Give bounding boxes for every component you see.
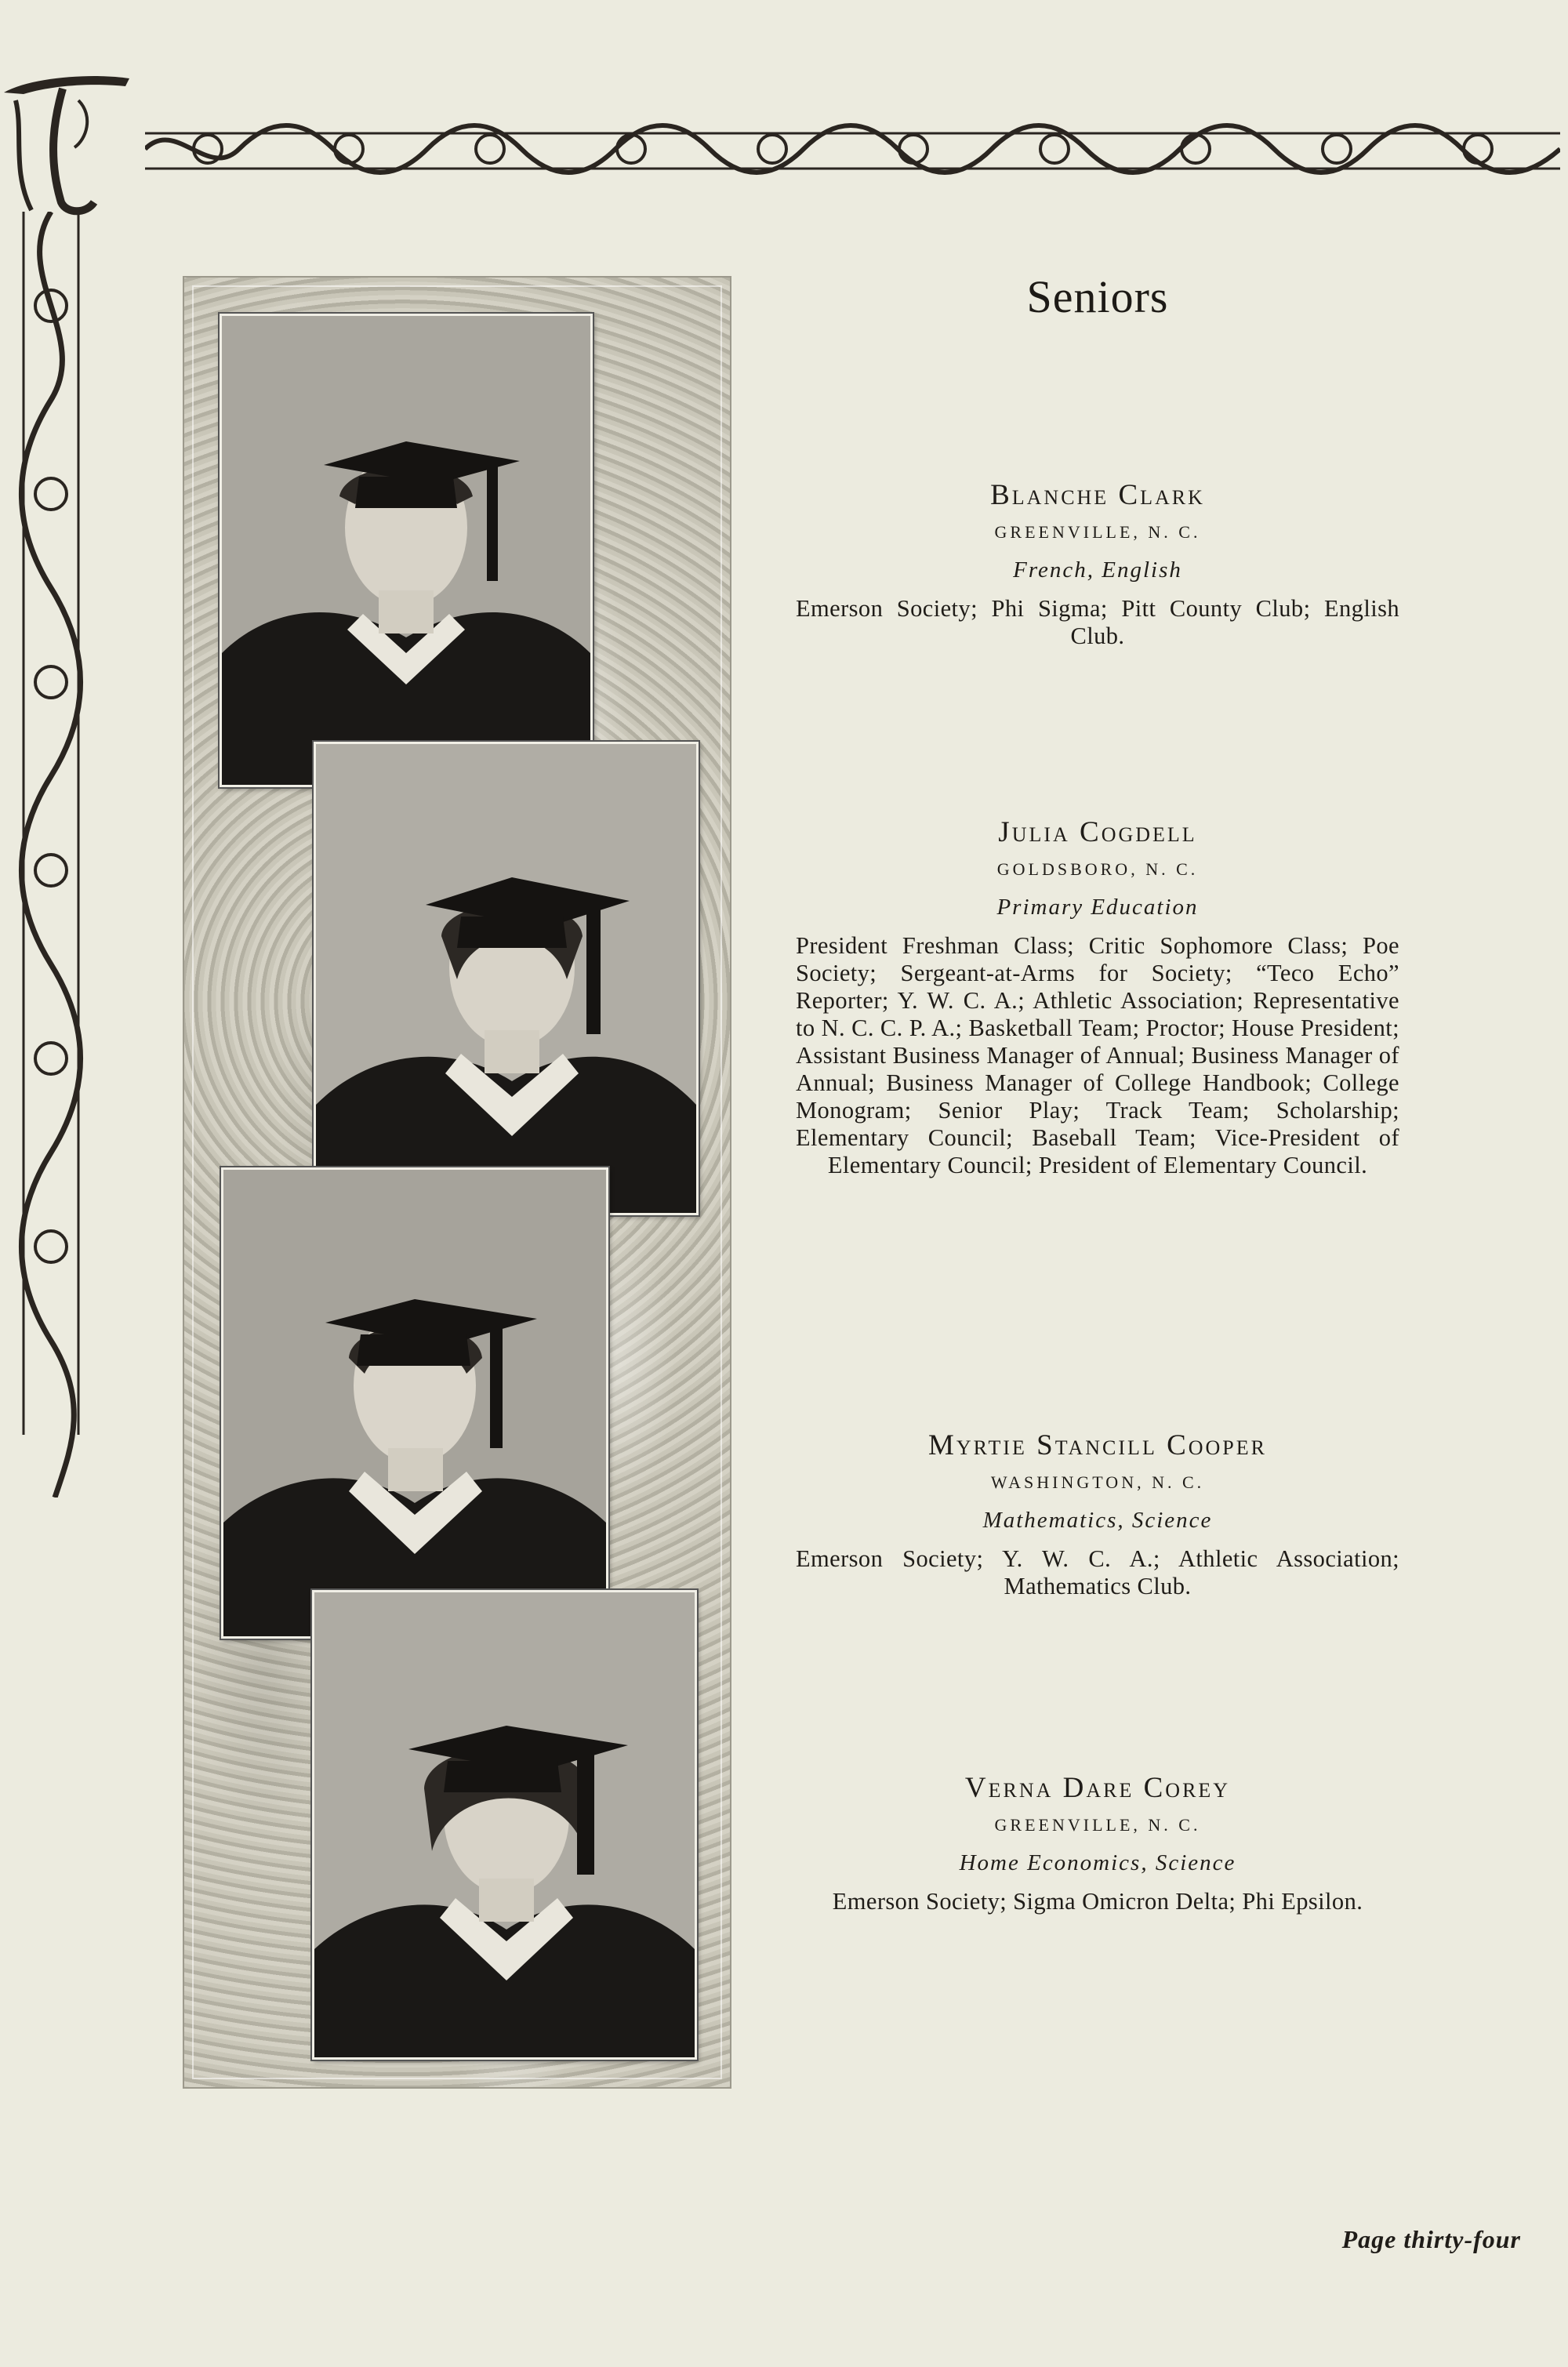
portrait-blanche-clark — [220, 314, 593, 787]
senior-activities: Emerson Society; Sigma Omicron Delta; Phi Epsilon. — [832, 1888, 1363, 1915]
ornamental-initial-icon — [0, 69, 137, 218]
page-title: Seniors — [1026, 271, 1169, 322]
senior-name: Myrtie Stancill Cooper — [928, 1429, 1267, 1461]
portrait-julia-cogdell — [314, 742, 699, 1215]
senior-hometown: GOLDSBORO, N. C. — [996, 859, 1199, 879]
senior-entry — [796, 1427, 1399, 1600]
senior-major: Home Economics, Science — [959, 1850, 1236, 1875]
portrait-verna-dare-corey — [312, 1590, 697, 2060]
senior-hometown: WASHINGTON, N. C. — [990, 1472, 1205, 1492]
senior-name: Blanche Clark — [990, 479, 1205, 511]
left-vine-border-icon — [8, 212, 94, 1498]
page-number: Page thirty-four — [1341, 2225, 1521, 2253]
senior-major: French, English — [1013, 557, 1182, 583]
senior-entry — [796, 477, 1399, 650]
portrait-myrtie-stancill-cooper — [221, 1167, 608, 1639]
senior-hometown: GREENVILLE, N. C. — [994, 1815, 1201, 1835]
senior-name: Julia Cogdell — [998, 816, 1197, 848]
senior-activities: Emerson Society; Phi Sigma; Pitt County Club; English Club. — [796, 595, 1399, 649]
senior-name: Verna Dare Corey — [964, 1772, 1231, 1804]
senior-entry — [796, 814, 1399, 1179]
senior-entry — [796, 1770, 1399, 1915]
senior-activities: Emerson Society; Y. W. C. A.; Athletic Association; Mathematics Club. — [796, 1545, 1399, 1599]
senior-major: Mathematics, Science — [982, 1508, 1213, 1533]
senior-activities: President Freshman Class; Critic Sophomore Class; Poe Society; Sergeant-at-Arms for Society; “Teco Echo” Reporter; Y. W. C. A.; Athletic Association; Representative to N. C. C. P. A.; Basketball Team; Proctor; House President; Assistant Business Manager of Annual; Business Manager of Annual; Business Manager of College Handbook; College Monogram; Senior Play; Track Team; Scholarship; Elementary Council; Baseball Team; Vice-President of Elementary Council; President of Elementary Council. — [796, 932, 1399, 1178]
senior-hometown: GREENVILLE, N. C. — [994, 522, 1201, 542]
senior-major: Primary Education — [996, 895, 1199, 920]
top-vine-border-icon — [145, 102, 1560, 196]
